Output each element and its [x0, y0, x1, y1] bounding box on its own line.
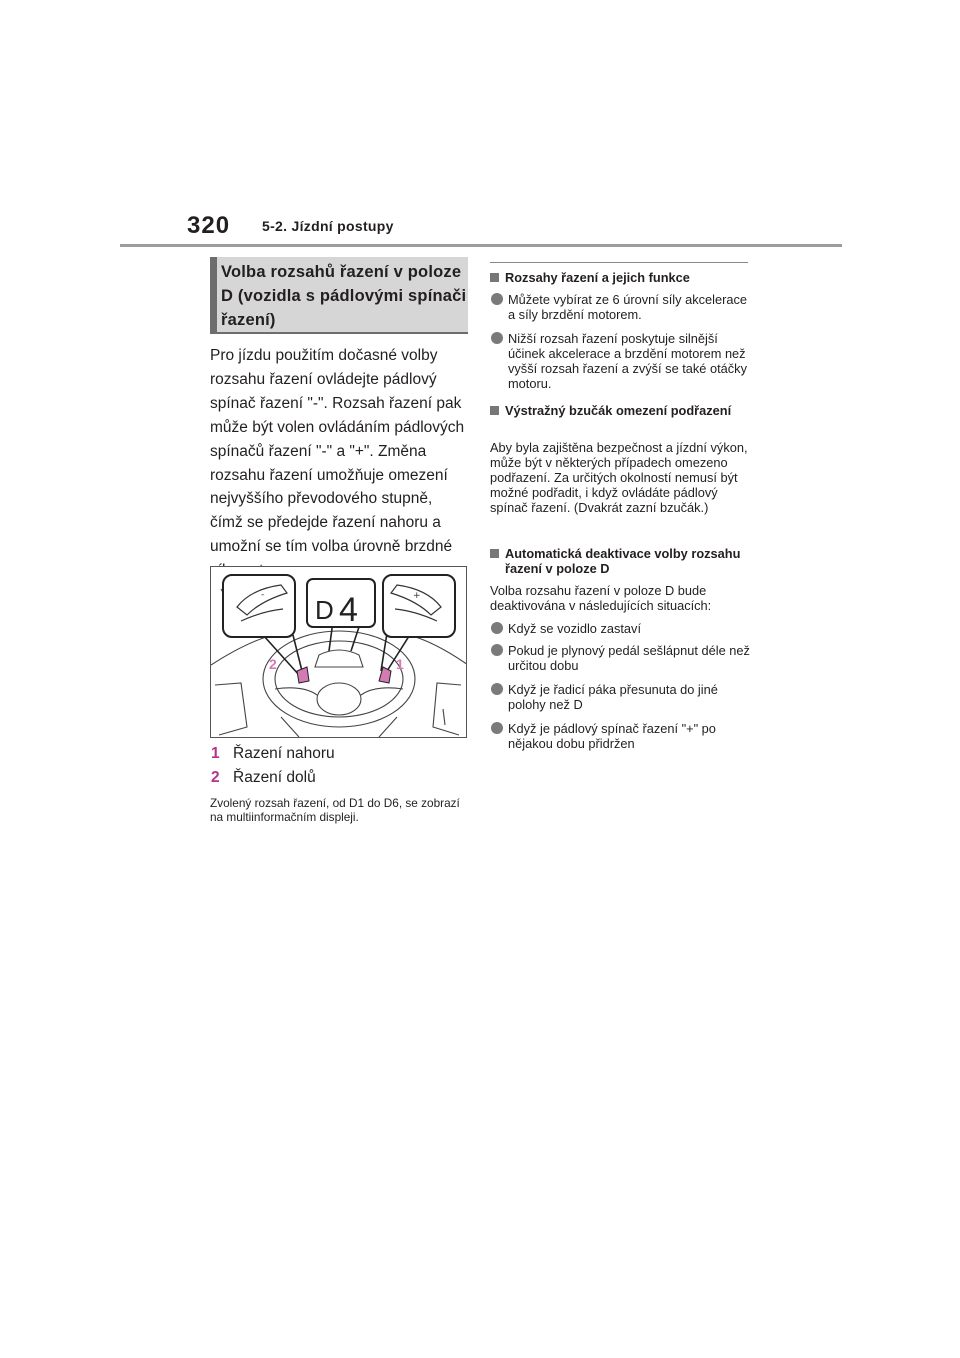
circle-bullet-icon: [491, 332, 503, 344]
paragraph: Aby byla zajištěna bezpečnost a jízdní výkon, může být v některých případech omezeno podřazení. Za určitých okolností nemusí být možné podřadit, i když ovládáte pádlový spínač řazení. (Dvakrát zazní bzučák.): [490, 440, 748, 515]
section-heading: Volba rozsahů řazení v poloze D (vozidla s pádlovými spínači řazení): [221, 263, 467, 329]
paragraph: Volba rozsahu řazení v poloze D bude deaktivována v následujících situacích:: [490, 583, 712, 613]
intro-paragraph: Pro jízdu použitím dočasné volby rozsahu řazení ovládejte pádlový spínač řazení "-". Rozsah řazení pak může být volen ovládáním pádlových spínačů řazení "-" a "+". Změna rozsahu řazení umožňuje omezení nejvyššího převodového stupně, čímž se předejde řazení nahoru a umožní se tím volba úrovně brzdné: [210, 347, 465, 556]
circle-bullet-icon: [491, 722, 503, 734]
subheading-text: Výstražný bzučák omezení podřazení: [505, 403, 732, 418]
circle-bullet-icon: [491, 644, 503, 656]
bullet-item: [490, 721, 752, 751]
paddle-minus-highlight: [297, 667, 309, 683]
subheading: [490, 270, 752, 285]
callout-2-label: 2: [269, 656, 277, 672]
cluster-hood: [315, 650, 363, 667]
display-gear-number: 4: [339, 591, 358, 629]
callout-item: [211, 744, 335, 764]
paddle-minus-label: -: [261, 590, 265, 600]
bullet-item: [490, 621, 752, 636]
vent-left: [215, 683, 247, 735]
right-column-divider: [490, 262, 748, 263]
callout-number: 2: [211, 769, 220, 786]
steering-wheel-rim: [263, 631, 415, 727]
circle-bullet-icon: [491, 622, 503, 634]
paddle-plus-label: +: [413, 591, 421, 601]
subheading-text: Automatická deaktivace volby rozsahu řazení v poloze D: [505, 546, 741, 576]
bullet-text: Můžete vybírat ze 6 úrovní síly akcelerace a síly brzdění motorem.: [508, 292, 747, 322]
section-title: 5-2. Jízdní postupy: [262, 218, 394, 234]
callout-1-label: 1: [396, 656, 404, 672]
steering-wheel-illustration: [210, 566, 467, 738]
bullet-text: Když je řadicí páka přesunuta do jiné polohy než D: [508, 682, 718, 712]
subheading: [490, 546, 752, 576]
subheading: [490, 403, 752, 418]
bullet-text: Když se vozidlo zastaví: [508, 621, 642, 636]
callout-text: Řazení dolů: [233, 769, 316, 786]
square-bullet-icon: [490, 406, 499, 415]
bullet-item: [490, 643, 752, 673]
circle-bullet-icon: [491, 293, 503, 305]
subheading-text: Rozsahy řazení a jejich funkce: [505, 270, 690, 285]
header-divider: [120, 244, 842, 247]
bullet-text: Když je pádlový spínač řazení "+" po nějakou dobu přidržen: [508, 721, 716, 751]
callout-item: [211, 768, 316, 788]
page-number: 320: [187, 212, 231, 239]
wheel-hub: [317, 683, 361, 715]
bullet-text: Nižší rozsah řazení poskytuje silnější účinek akcelerace a brzdění motorem než vyšší rozsah řazení a zvýší se také otáčky motoru.: [508, 331, 747, 391]
square-bullet-icon: [490, 549, 499, 558]
bullet-item: [490, 682, 752, 712]
illustration-svg: [211, 567, 467, 738]
callout-text: Řazení nahoru: [233, 745, 335, 762]
display-note: Zvolený rozsah řazení, od D1 do D6, se zobrazí na multiinformačním displeji.: [210, 796, 460, 824]
square-bullet-icon: [490, 273, 499, 282]
bullet-item: [490, 331, 752, 391]
circle-bullet-icon: [491, 683, 503, 695]
callout-number: 1: [211, 745, 220, 762]
vent-right: [433, 683, 461, 735]
bullet-text: Pokud je plynový pedál sešlápnut déle než určitou dobu: [508, 643, 750, 673]
bullet-item: [490, 292, 752, 322]
display-gear-letter: D: [315, 595, 334, 625]
